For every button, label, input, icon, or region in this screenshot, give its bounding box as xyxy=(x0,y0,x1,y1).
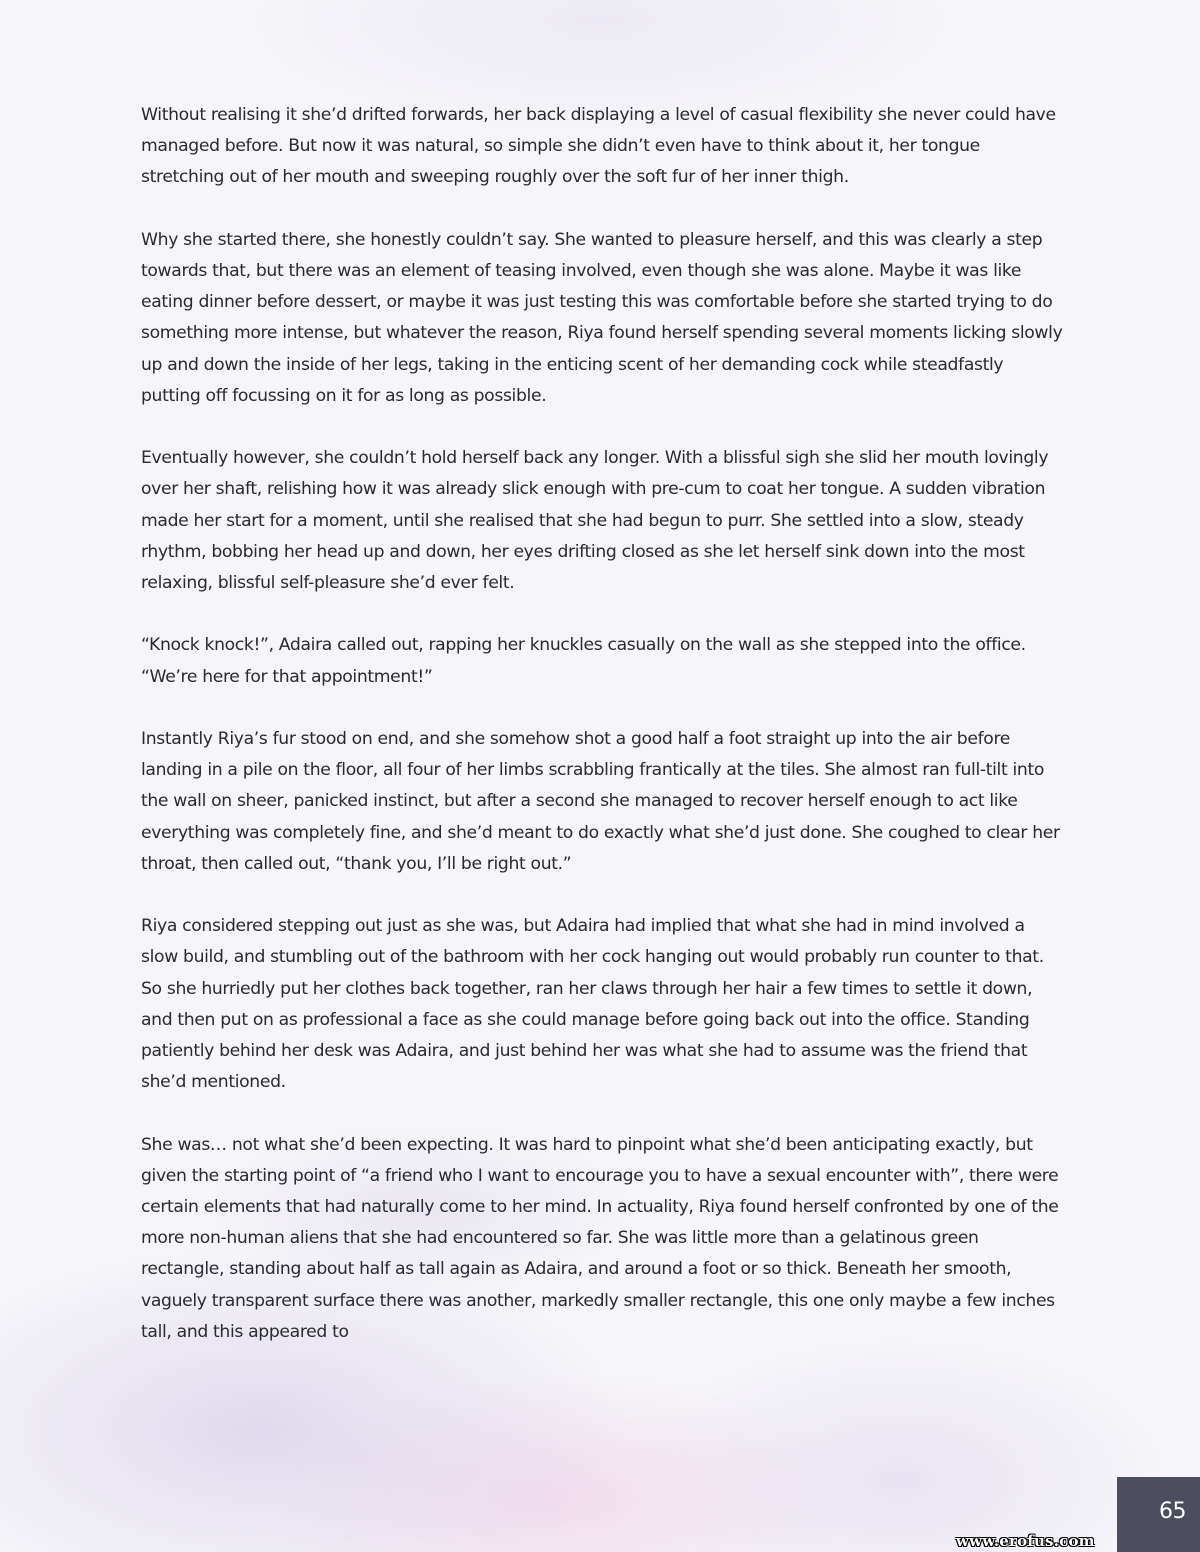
page-number-box xyxy=(1117,1477,1200,1552)
paragraph-4: “Knock knock!”, Adaira called out, rapping her knuckles casually on the wall as she stepped into the office. “We’re here for that appointment!” xyxy=(141,635,1026,687)
site-watermark: www.erofus.com xyxy=(956,1532,1095,1550)
paragraph-6: Riya considered stepping out just as she was, but Adaira had implied that what she had in mind involved a slow build, and stumbling out of the bathroom with her cock hanging out would probably run counter to that. So she hurriedly put her clothes back together, ran her claws through her hair a few times to settle it down, and then put on as professional a face as she could manage before going back out into the office. Standing patiently behind her desk was Adaira, and just behind her was what she had to assume was the friend that she’d mentioned. xyxy=(141,916,1044,1093)
paragraph-7: She was… not what she’d been expecting. It was hard to pinpoint what she’d been anticipating exactly, but given the starting point of “a friend who I want to encourage you to have a sexual encounter with”, there were certain elements that had naturally come to her mind. In actuality, Riya found herself confronted by one of the more non-human aliens that she had encountered so far. She was little more than a gelatinous green rectangle, standing about half as tall again as Adaira, and around a foot or so thick. Beneath her smooth, vaguely transparent surface there was another, markedly smaller rectangle, this one only maybe a few inches tall, and this appeared to xyxy=(141,1134,1059,1342)
paragraph-3: Eventually however, she couldn’t hold herself back any longer. With a blissful sigh she slid her mouth lovingly over her shaft, relishing how it was already slick enough with pre-cum to coat her tongue. A sudden vibration made her start for a moment, until she realised that she had begun to purr. She settled into a slow, steady rhythm, bobbing her head up and down, her eyes drifting closed as she let herself sink down into the most relaxing, blissful self-pleasure she’d ever felt. xyxy=(141,448,1049,594)
paragraph-1: Without realising it she’d drifted forwards, her back displaying a level of casual flexibility she never could have managed before. But now it was natural, so simple she didn’t even have to think about it, her tongue stretching out of her mouth and sweeping roughly over the soft fur of her inner thigh. xyxy=(141,105,1056,188)
page-number: 65 xyxy=(1159,1499,1186,1524)
story-text xyxy=(141,100,1066,1379)
paragraph-5: Instantly Riya’s fur stood on end, and she somehow shot a good half a foot straight up into the air before landing in a pile on the floor, all four of her limbs scrabbling frantically at the tiles. She almost ran full-tilt into the wall on sheer, panicked instinct, but after a second she managed to recover herself enough to act like everything was completely fine, and she’d meant to do exactly what she’d just done. She coughed to clear her throat, then called out, “thank you, I’ll be right out.” xyxy=(141,729,1060,874)
paragraph-2: Why she started there, she honestly couldn’t say. She wanted to pleasure herself, and this was clearly a step towards that, but there was an element of teasing involved, even though she was alone. Maybe it was like eating dinner before dessert, or maybe it was just testing this was comfortable before she started trying to do something more intense, but whatever the reason, Riya found herself spending several moments licking slowly up and down the inside of her legs, taking in the enticing scent of her demanding cock while steadfastly putting off focussing on it for as long as possible. xyxy=(141,229,1063,406)
